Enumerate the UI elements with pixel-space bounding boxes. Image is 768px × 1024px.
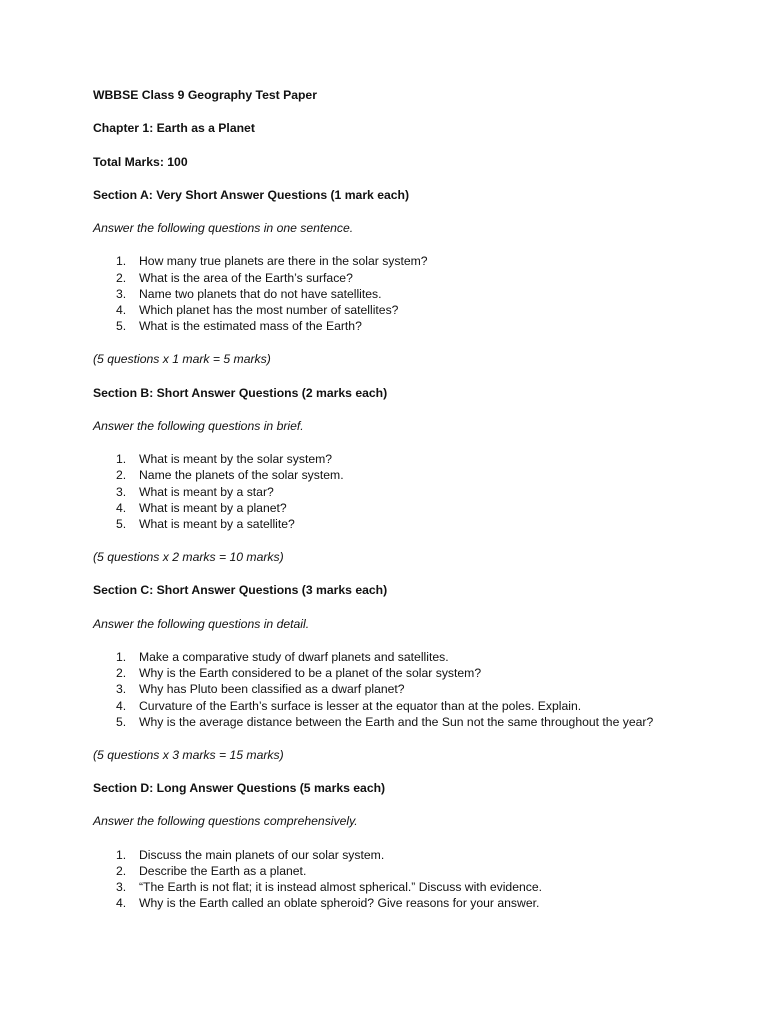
spacer (93, 401, 673, 418)
question-item (93, 500, 673, 516)
spacer (93, 104, 673, 121)
question-number: 5. (116, 714, 127, 729)
marks-note: (5 questions x 2 marks = 10 marks) (93, 550, 284, 564)
spacer (93, 797, 673, 814)
question-item (93, 286, 673, 302)
question-item (93, 714, 673, 730)
question-list (93, 649, 673, 730)
spacer (93, 368, 673, 385)
question-item (93, 681, 673, 697)
question-text: What is meant by a star? (139, 484, 274, 499)
question-list (93, 253, 673, 334)
question-text: Describe the Earth as a planet. (139, 863, 307, 878)
question-number: 3. (116, 286, 127, 301)
question-item (93, 879, 673, 895)
section-heading: Section C: Short Answer Questions (3 marks each) (93, 583, 388, 598)
spacer (93, 170, 673, 187)
question-item (93, 318, 673, 334)
section-c (93, 582, 673, 780)
question-item (93, 698, 673, 714)
question-text: Why is the average distance between the Earth and the Sun not the same throughout the year? (139, 714, 654, 729)
question-number: 5. (116, 319, 127, 334)
question-text: Which planet has the most number of satellites? (139, 303, 399, 318)
question-item (93, 895, 673, 911)
question-number: 5. (116, 517, 127, 531)
question-item (93, 253, 673, 269)
section-instruction: Answer the following questions in detail. (93, 616, 310, 631)
question-number: 4. (116, 698, 127, 713)
spacer (93, 632, 673, 649)
question-item (93, 302, 673, 318)
section-instruction: Answer the following questions comprehensively. (93, 814, 358, 829)
spacer (93, 203, 673, 220)
question-text: Name two planets that do not have satellites. (139, 286, 382, 301)
question-item (93, 649, 673, 665)
question-text: What is meant by a satellite? (139, 517, 295, 531)
section-b (93, 385, 673, 583)
question-number: 3. (116, 682, 127, 697)
spacer (93, 730, 673, 747)
question-list (93, 451, 673, 532)
question-text: Name the planets of the solar system. (139, 468, 344, 483)
question-number: 3. (116, 484, 127, 499)
section-heading: Section A: Very Short Answer Questions (1 mark each) (93, 187, 410, 202)
spacer (93, 566, 673, 583)
question-number: 4. (116, 896, 127, 911)
question-number: 2. (116, 270, 127, 285)
section-d (93, 780, 673, 911)
question-text: What is the area of the Earth’s surface? (139, 270, 353, 285)
question-item (93, 665, 673, 681)
question-item (93, 847, 673, 863)
question-number: 3. (116, 880, 127, 894)
question-number: 2. (116, 468, 127, 483)
question-number: 2. (116, 666, 127, 681)
test-paper (93, 87, 673, 911)
question-text: What is the estimated mass of the Earth? (139, 319, 362, 334)
question-number: 4. (116, 500, 127, 515)
question-item (93, 270, 673, 286)
question-number: 4. (116, 303, 127, 318)
question-text: What is meant by a planet? (139, 500, 287, 515)
spacer (93, 532, 673, 549)
question-text: What is meant by the solar system? (139, 452, 333, 467)
question-item (93, 484, 673, 500)
marks-note: (5 questions x 3 marks = 15 marks) (93, 747, 284, 762)
question-text: Discuss the main planets of our solar system. (139, 847, 385, 862)
section-heading: Section D: Long Answer Questions (5 marks each) (93, 781, 386, 795)
spacer (93, 763, 673, 780)
spacer (93, 599, 673, 616)
spacer (93, 137, 673, 154)
question-number: 1. (116, 254, 127, 269)
spacer (93, 434, 673, 451)
question-number: 2. (116, 863, 127, 878)
spacer (93, 335, 673, 352)
question-number: 1. (116, 452, 127, 467)
section-a (93, 187, 673, 385)
document-title: WBBSE Class 9 Geography Test Paper (93, 88, 317, 102)
section-instruction: Answer the following questions in brief. (93, 418, 304, 433)
question-text: Why has Pluto been classified as a dwarf planet? (139, 682, 405, 697)
question-text: How many true planets are there in the solar system? (139, 254, 428, 269)
question-item (93, 516, 673, 532)
question-text: “The Earth is not flat; it is instead almost spherical.” Discuss with evidence. (139, 880, 543, 894)
question-item (93, 863, 673, 879)
section-heading: Section B: Short Answer Questions (2 marks each) (93, 385, 388, 400)
question-text: Curvature of the Earth’s surface is lesser at the equator than at the poles. Explain. (139, 698, 582, 713)
question-text: Why is the Earth called an oblate spheroid? Give reasons for your answer. (139, 896, 540, 911)
marks-note: (5 questions x 1 mark = 5 marks) (93, 352, 271, 367)
question-text: Make a comparative study of dwarf planets and satellites. (139, 649, 449, 664)
chapter-heading: Chapter 1: Earth as a Planet (93, 121, 255, 136)
question-number: 1. (116, 649, 127, 664)
spacer (93, 237, 673, 254)
total-marks: Total Marks: 100 (93, 154, 188, 169)
question-list (93, 847, 673, 912)
section-instruction: Answer the following questions in one sentence. (93, 221, 354, 236)
spacer (93, 830, 673, 847)
question-item (93, 467, 673, 483)
question-item (93, 451, 673, 467)
question-number: 1. (116, 847, 127, 862)
question-text: Why is the Earth considered to be a planet of the solar system? (139, 666, 482, 681)
